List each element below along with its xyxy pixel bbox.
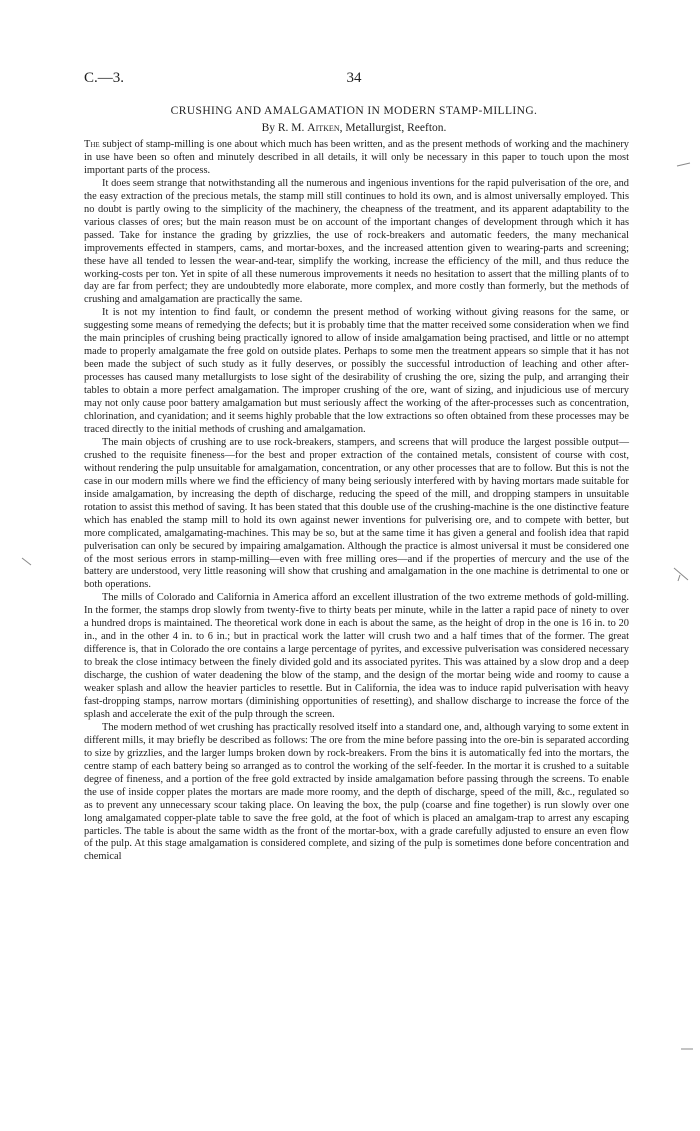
paragraph-2: It does seem strange that notwithstanding all the numerous and ingenious inventions for the rapid pulverisation of the ore, and the easy extraction of the precious metals, the stamp mill still continues to hold its own, and is almost universally employed. This no doubt is partly owing to the simplicity of the machinery, the cheapness of the treatment, and its apparent adaptability to the various classes of ores; but the main reason must be on account of the important changes of development through which it has passed. Take for instance the grading by grizzlies, the use of rock-breakers and automatic feeders, the many mechanical improvements effected in stampers, cams, and mortar-boxes, and the increased attention given to wearing-parts and screening; these have all tended to lessen the wear-and-tear, simplify the working, increase the efficiency of the mill, and thus reduce the working-costs per ton. Yet in spite of all these numerous improvements it needs no hesitation to assert that the milling plants of to day are far from perfect; they are undoubtedly more elaborate, more complex, and more costly than formerly, but the methods of crushing and amalgamation are practically the same.: [84, 177, 629, 306]
scan-mark: [672, 566, 690, 582]
article-title: CRUSHING AND AMALGAMATION IN MODERN STAMP-MILLING.: [170, 105, 538, 117]
article-body: [84, 139, 629, 864]
paragraph-5: The mills of Colorado and California in America afford an excellent illustration of the two extreme methods of gold-milling. In the former, the stamps drop slowly from twenty-five to thirty beats per minute, while in the latter a rapid pace of ninety to over a hundred drops is maintained. The theoretical work done in each is about the same, as the height of drop in the one is 16 in. to 20 in., and in the other 4 in. to 6 in.; but in practical work the latter will crush two and a half times that of the former. The great difference is, that in Colorado the ore contains a large percentage of pyrites, and excessive pulverisation was considered necessary to break the close intimacy between the finely divided gold and its associated pyrites. This was attained by a slow drop and a deep discharge, the cushion of water deadening the blow of the stamp, and the design of the mortar being wide and roomy to cause a weaker splash and allow the heavier particles to resettle. But in California, the idea was to induce rapid pulverisation with heavy fast-dropping stamps, narrow mortars (diminishing opportunities of resetting), and shallow discharge to increase the force of the splash and accelerate the exit of the pulp through the screen.: [84, 592, 629, 720]
byline-prefix: By R. M.: [261, 122, 305, 134]
paragraph-3: It is not my intention to find fault, or condemn the present method of working without giving reasons for the same, or suggesting some means of remedying the defects; but it is probably time that the matter received some consideration when we find the main principles of crushing being practically ignored to allow of inside amalgamation being practised, and little or no attempt made to properly amalgamate the free gold on outside plates. Perhaps to some men the treatment appears so simple that it has not been made the subject of such study as it fully deserves, or possibly the successful introduction of leaching and other after-processes has caused many metallurgists to lose sight of the desirability of crushing the ore, sizing the pulp, and arranging their tables to obtain a more perfect amalgamation. The improper crushing of the ore, want of sizing, and injudicious use of mercury may not only cause poor battery amalgamation but must seriously affect the working of the after-processes such as concentration, chlorination, and cyanidation; and it seems highly probable that the low extractions so often obtained from these processes may be traced directly to the initial methods of crushing and amalgamation.: [84, 307, 629, 435]
page-identifier: C.—3.: [84, 70, 125, 86]
drop-word: The: [84, 139, 100, 150]
paragraph-4: The main objects of crushing are to use rock-breakers, stampers, and screens that will produce the largest possible output—crushed to the requisite fineness—for the best and proper extraction of the contained metals, consistent of course with cost, without rendering the pulp unsuitable for amalgamation, concentration, or any other processes that are to follow. But this is not the case in our modern mills where we find the efficiency of many being seriously interfered with by having mortars made suitable for inside amalgamation, by increasing the depth of discharge, reducing the speed of the mill, and dropping stampers in unsuitable rotation to assist this method of saving. It has been stated that this double use of the crushing-machine is the one distinctive feature which has enabled the stamp mill to hold its own against newer inventions for pulverising ore, and to compete with better, but more complicated, amalgamating-machines. This may be so, but at the same time it has given a general and foolish idea that rapid pulverisation can only be secured by impairing amalgamation. Although the practice is almost universal it must be considered one of the most serious errors in stamp-milling—even with free milling ores—and if the properties of mercury and the use of the battery are understood, very little reasoning will show that crushing and amalgamation in the one machine is detrimental to one or both operations.: [84, 436, 629, 591]
paragraph-1-text: subject of stamp-milling is one about which much has been written, and as the present methods of working and the machinery in use have been so often and minutely described in all details, it will only be necessary in this paper to touch upon the most important parts of the process.: [84, 139, 629, 176]
scan-mark: [676, 160, 692, 170]
scan-mark: [680, 1046, 694, 1052]
article-byline: [84, 122, 624, 134]
byline-suffix: , Metallurgist, Reefton.: [339, 122, 447, 134]
paragraph-6: The modern method of wet crushing has practically resolved itself into a standard one, and, although varying to some extent in different mills, it may briefly be described as follows: The ore from the mine before passing into the ore-bin is separated according to size by grizzlies, and the larger lumps broken down by rock-breakers. From the bins it is automatically fed into the mortars, the centre stamp of each battery being so arranged as to control the working of the self-feeder. In the mortar it is crushed to a suitable degree of fineness, and a portion of the free gold extracted by inside amalgamation before passing through the screens. To enable the use of inside copper plates the mortars are made more roomy, and the depth of discharge, speed of the mill, &c., regulated so as to prevent any unnecessary scour taking place. On leaving the box, the pulp (coarse and fine together) is run slowly over one long amalgamated copper-plate table to save the free gold, at the foot of which is placed an amalgam-trap to arrest any escaping particles. The table is about the same width as the front of the mortar-box, with a grade carefully adjusted to ensure an even flow of the pulp. At this stage amalgamation is considered complete, and sizing of the pulp is sometimes done before concentration and chemical: [84, 721, 629, 863]
byline-author: Aitken: [307, 122, 340, 134]
page-number: 34: [346, 70, 362, 86]
page-header: [84, 70, 624, 92]
paragraph-1: [84, 139, 629, 178]
scan-mark: [20, 556, 34, 568]
